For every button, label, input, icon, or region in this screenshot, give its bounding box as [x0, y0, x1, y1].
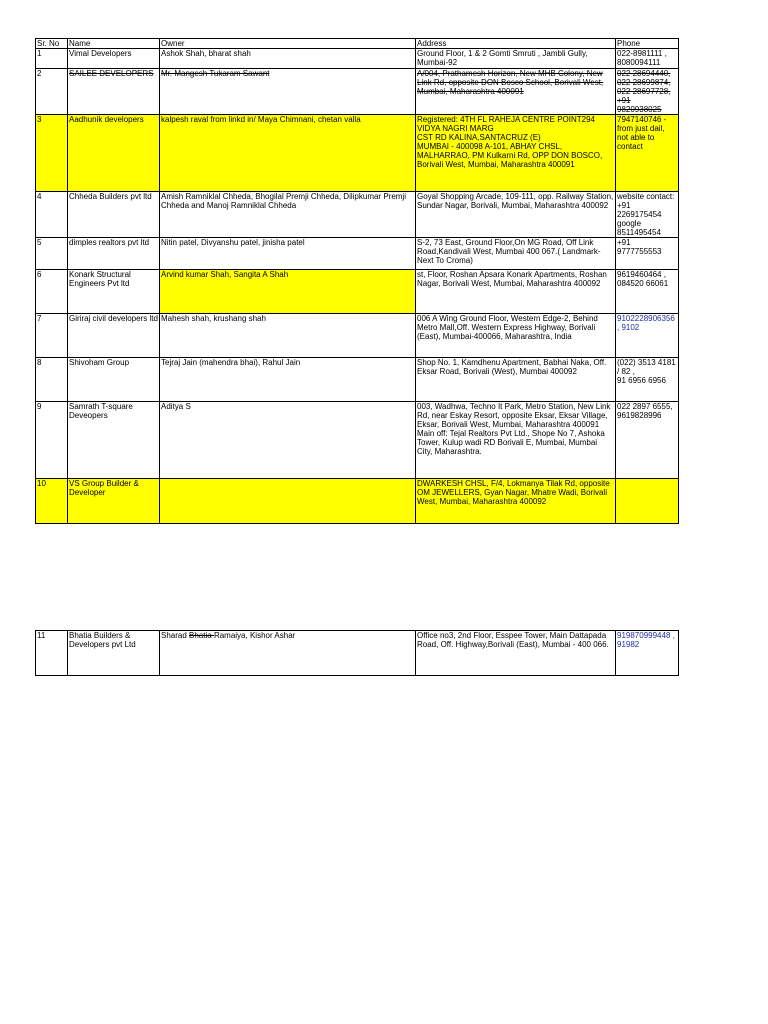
cell-phone[interactable]: 9619460464 , 084520 66061	[616, 270, 679, 314]
cell-name[interactable]: Shivoham Group	[68, 358, 160, 402]
table-row	[36, 402, 679, 479]
cell-owner[interactable]: kalpesh raval from linkd in/ Maya Chimnani, chetan valla	[160, 115, 416, 192]
cell-address[interactable]: A/004, Prathamesh Horizon, New MHB Colony, New Link Rd, opposite DON Bosco School, Borivali West, Mumbai, Maharashtra 400091	[416, 69, 616, 115]
cell-owner[interactable]: Nitin patel, Divyanshu patel, jinisha patel	[160, 238, 416, 270]
cell-phone[interactable]: (022) 3513 4181 / 82 , 91 6956 6956	[616, 358, 679, 402]
cell-sr-no[interactable]: 5	[36, 238, 68, 270]
cell-name[interactable]: Giriraj civil developers ltd	[68, 314, 160, 358]
cell-address[interactable]: Registered: 4TH FL RAHEJA CENTRE POINT294 VIDYA NAGRI MARG CST RD KALINA,SANTACRUZ (E) MUMBAI - 400098 A-101, ABHAY CHSL, MALHARRAO, PM Kulkarni Rd, OPP DON BOSCO, Borivali West, Mumbai, Maharashtra 400091	[416, 115, 616, 192]
cell-sr-no[interactable]: 1	[36, 49, 68, 69]
cell-phone[interactable]	[616, 479, 679, 524]
table-row	[36, 115, 679, 192]
cell-sr-no[interactable]: 2	[36, 69, 68, 115]
table-row	[36, 314, 679, 358]
header-name[interactable]: Name	[68, 39, 160, 49]
cell-owner[interactable]: Arvind kumar Shah, Sangita A Shah	[160, 270, 416, 314]
cell-name[interactable]: Samrath T-square Deveopers	[68, 402, 160, 479]
cell-phone[interactable]: +91 9777755553	[616, 238, 679, 270]
header-sr-no[interactable]: Sr. No	[36, 39, 68, 49]
cell-owner[interactable]: Tejraj Jain (mahendra bhai), Rahul Jain	[160, 358, 416, 402]
cell-sr-no[interactable]: 7	[36, 314, 68, 358]
cell-name[interactable]: VS Group Builder & Developer	[68, 479, 160, 524]
cell-address[interactable]: 006 A Wing Ground Floor, Western Edge-2, Behind Metro Mall,Off. Western Express Highway, Borivali (East), Mumbai-400066, Maharashtra, India	[416, 314, 616, 358]
table-row	[36, 479, 679, 524]
header-owner[interactable]: Owner	[160, 39, 416, 49]
builders-table-continued	[35, 630, 679, 676]
cell-sr-no[interactable]: 11	[36, 631, 68, 676]
cell-name[interactable]: SAILEE DEVELOPERS	[68, 69, 160, 115]
cell-phone[interactable]: 022 28694440, 022 28699874, 022 28697728, +91 9820938025	[616, 69, 679, 115]
cell-address[interactable]: S-2, 73 East, Ground Floor,On MG Road, Off Link Road,Kandivali West, Mumbai 400 067.( Landmark- Next To Croma)	[416, 238, 616, 270]
cell-phone[interactable]: 7947140746 - from just dail, not able to contact	[616, 115, 679, 192]
cell-phone[interactable]: 022 2897 6555, 9619828996	[616, 402, 679, 479]
table-row	[36, 358, 679, 402]
header-address[interactable]: Address	[416, 39, 616, 49]
cell-sr-no[interactable]: 6	[36, 270, 68, 314]
table-row	[36, 49, 679, 69]
cell-owner[interactable]: Mr. Mangesh Tukaram Sawant	[160, 69, 416, 115]
cell-sr-no[interactable]: 4	[36, 192, 68, 238]
table-row	[36, 631, 679, 676]
table-row	[36, 270, 679, 314]
cell-name[interactable]: Konark Structural Engineers Pvt ltd	[68, 270, 160, 314]
cell-owner[interactable]	[160, 631, 416, 676]
cell-address[interactable]: 003, Wadhwa, Techno It Park, Metro Station, New Link Rd, near Eskay Resort, opposite Eksar, Eksar Village, Eksar, Borivali West, Mumbai, Maharashtra 400091 Main off: Tejal Realtors Pvt Ltd., Shope No 7, Ashoka Tower, Kulup wadi RD Borivali E, Mumbai, Mumbai City, Maharashtra.	[416, 402, 616, 479]
cell-owner[interactable]: Aditya S	[160, 402, 416, 479]
owner-text: Ramaiya, Kishor Ashar	[213, 631, 296, 640]
cell-name[interactable]: Chheda Builders pvt ltd	[68, 192, 160, 238]
cell-owner[interactable]: Amish Ramniklal Chheda, Bhogilal Premji Chheda, Dilipkumar Premji Chheda and Manoj Ramniklal Chheda	[160, 192, 416, 238]
cell-phone[interactable]: 022-8981111 , 8080094111	[616, 49, 679, 69]
cell-owner[interactable]	[160, 479, 416, 524]
cell-address[interactable]: Shop No. 1, Kamdhenu Apartment, Babhai Naka, Off. Eksar Road, Borivali (West), Mumbai 400092	[416, 358, 616, 402]
cell-name[interactable]: Aadhunik developers	[68, 115, 160, 192]
owner-text: Sharad	[161, 631, 190, 640]
cell-address[interactable]: st, Floor, Roshan Apsara Konark Apartments, Roshan Nagar, Borivali West, Mumbai, Maharashtra 400092	[416, 270, 616, 314]
cell-sr-no[interactable]: 3	[36, 115, 68, 192]
cell-name[interactable]: Vimal Developers	[68, 49, 160, 69]
table-row	[36, 192, 679, 238]
owner-struck-text: Bhatia	[189, 631, 214, 640]
cell-owner[interactable]: Mahesh shah, krushang shah	[160, 314, 416, 358]
cell-sr-no[interactable]: 9	[36, 402, 68, 479]
cell-sr-no[interactable]: 8	[36, 358, 68, 402]
cell-phone[interactable]: website contact: +91 2269175454 google 8511495454	[616, 192, 679, 238]
cell-address[interactable]: DWARKESH CHSL, F/4, Lokmanya Tilak Rd, opposite OM JEWELLERS, Gyan Nagar, Mhatre Wadi, Borivali West, Mumbai, Maharashtra 400092	[416, 479, 616, 524]
table-row	[36, 238, 679, 270]
cell-address[interactable]: Ground Floor, 1 & 2 Gomti Smruti , Jambli Gully, Mumbai-92	[416, 49, 616, 69]
cell-address[interactable]: Goyal Shopping Arcade, 109-111, opp. Railway Station, Sundar Nagar, Borivali, Mumbai, Maharashtra 400092	[416, 192, 616, 238]
cell-owner[interactable]: Ashok Shah, bharat shah	[160, 49, 416, 69]
cell-name[interactable]: dimples realtors pvt ltd	[68, 238, 160, 270]
builders-table	[35, 38, 679, 524]
cell-sr-no[interactable]: 10	[36, 479, 68, 524]
cell-address[interactable]: Office no3, 2nd Floor, Esspee Tower, Main Dattapada Road, Off. Highway,Borivali (East), Mumbai - 400 066.	[416, 631, 616, 676]
table-row	[36, 69, 679, 115]
cell-name[interactable]: Bhatia Builders & Developers pvt Ltd	[68, 631, 160, 676]
cell-phone[interactable]: 9102228906356 , 9102	[616, 314, 679, 358]
header-phone[interactable]: Phone	[616, 39, 679, 49]
cell-phone[interactable]: 919870999448 , 91982	[616, 631, 679, 676]
header-row	[36, 39, 679, 49]
